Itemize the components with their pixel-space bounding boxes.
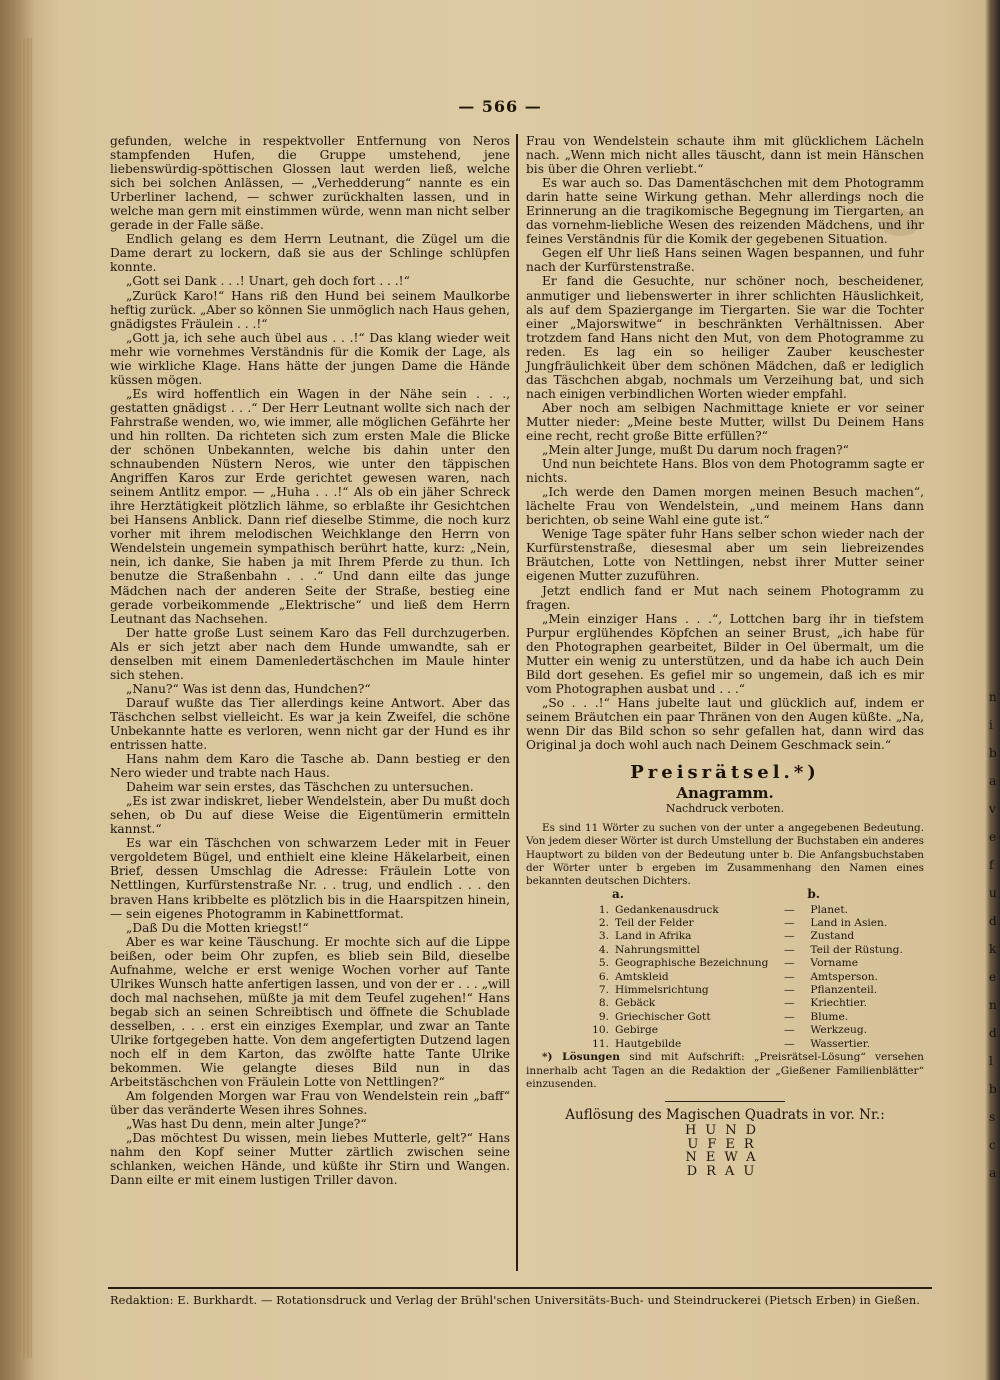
solutions-note: [526, 1051, 924, 1091]
anagram-cell-a: Gebäck: [615, 997, 656, 1010]
paragraph: „Nanu?“ Was ist denn das, Hundchen?“: [126, 681, 371, 696]
anagram-cell-a: Himmelsrichtung: [615, 984, 709, 997]
anagram-row: [588, 1011, 906, 1024]
paragraph: „Ich werde den Damen morgen meinen Besuch machen“, lächelte Frau von Wendelstein, „und meinem Hans dann berichten, ob seine Wahl eine gute ist.“: [526, 485, 924, 528]
facing-page-letter: b: [989, 746, 997, 760]
anagram-dash: —: [784, 957, 795, 970]
facing-page-letter: b: [989, 1082, 997, 1096]
column-head-a: a.: [612, 887, 624, 902]
magic-square-row: DRAU: [686, 1163, 764, 1179]
paragraph: Es war auch so. Das Damentäschchen mit dem Photogramm darin hatte seine Wirkung gethan. Mehr allerdings noch die Erinnerung an die tragikomische Begegnung im Tiergarten, an das vornehm-liebliche Wesen des reizenden Mädchens, und ihr feines Verständnis für die Komik der gegebenen Situation.: [526, 176, 924, 247]
anagram-cell-b: Teil der Rüstung.: [810, 943, 903, 956]
page-edge-shadow: [20, 38, 32, 1358]
anagram-cell-a: Land in Afrika: [615, 930, 692, 943]
anagram-cell-n: 11.: [592, 1037, 609, 1050]
magic-square-row: UFER: [687, 1136, 763, 1152]
paragraph: Der hatte große Lust seinem Karo das Fell durchzugerben. Als er sich jetzt aber nach dem Hunde umwandte, sah er denselben mit einem Damenledertäschchen im Maule hinter sich stehen.: [110, 625, 510, 682]
paragraph: Frau von Wendelstein schaute ihm mit glücklichem Lächeln nach. „Wenn mich nicht alles täuscht, dann ist mein Hänschen bis über die Ohren verliebt.“: [526, 134, 924, 177]
anagram-row: [588, 984, 906, 997]
puzzle-instructions: Es sind 11 Wörter zu suchen von der unter a angegebenen Bedeutung. Von jedem dieser Wörter ist durch Umstellung der Buchstaben ein anderes Hauptwort zu bilden von der Bedeutung unter b. Die Anfangsbuchstaben der Wörter unter b ergeben im Zusammenhang den Namen eines bekannten deutschen Dichters.: [526, 822, 924, 888]
paragraph: Darauf wußte das Tier allerdings keine Antwort. Aber das Täschchen selbst vielleicht. Es war ja kein Zweifel, die schöne Unbekannte hatte es verloren, wenn nicht gar der Hund es ihr entrissen hatte.: [110, 695, 510, 753]
paragraph: „Was hast Du denn, mein alter Junge?“: [126, 1117, 367, 1132]
anagram-cell-b: Land in Asien.: [810, 917, 888, 930]
paragraph: „Das möchtest Du wissen, mein liebes Mutterle, gelt?“ Hans nahm den Kopf seiner Mutter zärtlich zwischen seine schlanken, weichen Hände, und küßte ihr Stirn und Wangen. Dann eilte er mit einem lustigen Triller davon.: [110, 1131, 510, 1188]
paragraph: Wenige Tage später fuhr Hans selber schon wieder nach der Kurfürstenstraße, diesesmal aber um sein liebreizendes Bräutchen, Lotte von Nettlingen, nebst ihrer Mutter seiner eigenen Mutter zuzuführen.: [526, 527, 924, 584]
anagram-cell-b: Blume.: [810, 1010, 849, 1023]
anagram-cell-n: 10.: [592, 1024, 609, 1037]
column-divider: [516, 134, 518, 1271]
paragraph: „Es ist zwar indiskret, lieber Wendelstein, aber Du mußt doch sehen, ob Du auf diese Weise die Eigentümerin ermitteln kannst.“: [110, 794, 510, 837]
anagram-cell-b: Zustand: [810, 930, 855, 943]
anagram-cell-a: Gebirge: [615, 1024, 659, 1037]
anagram-cell-n: 8.: [598, 997, 609, 1010]
anagram-row: [588, 957, 906, 970]
puzzle-section: [526, 762, 924, 1179]
anagram-cell-a: Gedankenausdruck: [615, 903, 719, 916]
right-column-text: [526, 134, 924, 752]
puzzle-title: Preisrätsel.*): [630, 762, 820, 784]
anagram-table: [588, 888, 906, 1051]
anagram-cell-a: Nahrungsmittel: [615, 943, 700, 956]
anagram-cell-n: 7.: [598, 984, 609, 997]
imprint-footer: Redaktion: E. Burkhardt. — Rotationsdruck und Verlag der Brühl'schen Universitäts-Buch- und Steindruckerei (Pietsch Erben) in Gießen.: [110, 1293, 921, 1307]
magic-square-row: NEWA: [685, 1150, 765, 1166]
paragraph: „Gott sei Dank . . .! Unart, geh doch fort . . .!“: [126, 274, 410, 289]
anagram-row: [588, 944, 906, 957]
magic-square-row: HUND: [684, 1123, 766, 1139]
anagram-dash: —: [784, 1037, 795, 1050]
anagram-dash: —: [784, 903, 795, 916]
paragraph: Jetzt endlich fand er Mut nach seinem Photogramm zu fragen.: [526, 583, 924, 612]
magic-square: [526, 1124, 924, 1178]
anagram-cell-b: Werkzeug.: [810, 1024, 868, 1037]
anagram-cell-b: Wassertier.: [810, 1037, 871, 1050]
anagram-dash: —: [784, 943, 795, 956]
paragraph: „So . . .!“ Hans jubelte laut und glücklich auf, indem er seinem Bräutchen ein paar Thränen von den Augen küßte. „Na, wenn Dir das Bild schon so sehr gefallen hat, dann wird das Original ja doch wohl auch nach Deinem Geschmack sein.“: [526, 695, 924, 753]
anagram-dash: —: [784, 930, 795, 943]
paragraph: Gegen elf Uhr ließ Hans seinen Wagen bespannen, und fuhr nach der Kurfürstenstraße.: [526, 246, 924, 275]
anagram-dash: —: [784, 970, 795, 983]
magic-square-title: Auflösung des Magischen Quadrats in vor. Nr.:: [565, 1107, 885, 1124]
paragraph: „Gott ja, ich sehe auch übel aus . . .!“ Das klang wieder weit mehr wie vornehmes Verständnis für die Komik der Lage, als wie wirkliche Klage. Hans hätte der jungen Dame die Hände küssen mögen.: [110, 330, 510, 387]
right-column: [526, 134, 924, 1178]
facing-page-letter: k: [989, 942, 997, 956]
anagram-cell-a: Griechischer Gott: [615, 1010, 711, 1023]
anagram-cell-n: 3.: [598, 930, 609, 943]
facing-page-letter: d: [989, 914, 997, 928]
paragraph: gefunden, welche in respektvoller Entfernung von Neros stampfenden Hufen, die Gruppe umstehend, jene liebenswürdig-spöttischen Glossen laut werden ließ, welche sich bei solchen Anlässen, — „Verhedderung“ nannte es ein Urberliner lachend, — schwer zurückhalten lassen, und in welche man gern mit einstimmen würde, wenn man nicht selber gerade in der Falle säße.: [110, 134, 510, 233]
section-rule: [665, 1101, 785, 1102]
anagram-cell-n: 4.: [598, 943, 609, 956]
solutions-text: sind mit Aufschrift: „Preisrätsel-Lösung“ versehen innerhalb acht Tagen an die Redaktion der „Gießener Familienblätter“ einzusenden.: [526, 1051, 924, 1090]
paragraph: Es war ein Täschchen von schwarzem Leder mit in Feuer vergoldetem Bügel, und enthielt eine kleine Häkelarbeit, einen Brief, dessen Umschlag die Adresse: Fräulein Lotte von Nettlingen, Kurfürstenstraße Nr. . . trug, und endlich . . . den braven Hans kribbelte es plötzlich bis in die Haarspitzen hinein, — sein eigenes Photogramm in Kabinettformat.: [110, 836, 510, 921]
footer-rule: [108, 1287, 932, 1289]
anagram-cell-n: 2.: [598, 917, 609, 930]
anagram-row: [588, 1024, 906, 1037]
paragraph: „Es wird hoffentlich ein Wagen in der Nähe sein . . ., gestatten gnädigst . . .“ Der Herr Leutnant wollte sich nach der Fahrstraße wenden, wo, wie immer, alle möglichen Gefährte her und hin rollten. Da richteten sich zum ersten Male die Blicke der schönen Unbekannten, welche bis dahin unter den schnaubenden Nüstern Neros, wie unter den täppischen Angriffen Karos zur Erde gerichtet gewesen waren, nach seinem Antlitz empor. — „Huha . . .!“ Als ob ein jäher Schreck ihre Herztätigkeit plötzlich lähme, so erblaßte ihr Gesichtchen bei Hansens Anblick. Dann rief dieselbe Stimme, die noch kurz vorher mit ihrem melodischen Weichklange den Herrn von Wendelstein ungemein sympathisch berührt hatte, kurz: „Nein, nein, ich danke, Sie haben ja mit Ihrem Pferde zu thun. Ich benutze die Straßenbahn . . .“ Und dann eilte das junge Mädchen nach der anderen Seite der Straße, bestieg eine gerade vorbeikommende „Elektrische“ und ließ dem Herrn Leutnant das Nachsehen.: [110, 386, 510, 626]
puzzle-subtitle: Anagramm.: [676, 784, 774, 803]
facing-page-letter: a: [989, 774, 997, 788]
anagram-cell-b: Vorname: [810, 957, 858, 970]
anagram-cell-n: 5.: [598, 957, 609, 970]
anagram-dash: —: [784, 997, 795, 1010]
facing-page-letter: e: [989, 970, 997, 984]
paragraph: „Mein alter Junge, mußt Du darum noch fragen?“: [542, 443, 849, 458]
anagram-row: [588, 971, 906, 984]
solutions-label: *) Lösungen: [542, 1051, 620, 1064]
anagram-dash: —: [784, 917, 795, 930]
anagram-cell-b: Amtsperson.: [810, 970, 878, 983]
reprint-note: Nachdruck verboten.: [665, 802, 785, 816]
anagram-cell-a: Teil der Felder: [615, 917, 694, 930]
anagram-cell-a: Hautgebilde: [615, 1037, 682, 1050]
anagram-cell-a: Amtskleid: [615, 970, 669, 983]
anagram-dash: —: [784, 1010, 795, 1023]
paragraph: Und nun beichtete Hans. Blos von dem Photogramm sagte er nichts.: [526, 457, 924, 486]
anagram-cell-b: Planet.: [810, 903, 848, 916]
facing-page-letter: l: [989, 1054, 993, 1068]
facing-page-letter: e: [989, 830, 997, 844]
paragraph: „Daß Du die Motten kriegst!“: [126, 920, 309, 935]
facing-page-letter: s: [989, 1110, 996, 1124]
facing-page-letter: i: [989, 718, 993, 732]
anagram-cell-a: Geographische Bezeichnung: [615, 957, 769, 970]
paragraph: Aber noch am selbigen Nachmittage kniete er vor seiner Mutter nieder: „Meine beste Mutter, willst Du Deinem Hans eine recht, recht große Bitte erfüllen?“: [526, 400, 924, 443]
anagram-row: [588, 997, 906, 1010]
anagram-dash: —: [784, 1024, 795, 1037]
facing-page-letter: a: [989, 1166, 997, 1180]
anagram-row: [588, 904, 906, 917]
facing-page-letter: v: [989, 802, 996, 816]
anagram-row: [588, 917, 906, 930]
paragraph: Daheim war sein erstes, das Täschchen zu untersuchen.: [126, 780, 474, 795]
facing-page-letter: u: [989, 886, 997, 900]
paragraph: Hans nahm dem Karo die Tasche ab. Dann bestieg er den Nero wieder und trabte nach Haus.: [110, 752, 510, 781]
anagram-cell-n: 9.: [598, 1010, 609, 1023]
paragraph: Er fand die Gesuchte, nur schöner noch, bescheidener, anmutiger und liebenswerter in ihrer schlichten Häuslichkeit, als auf dem Spaziergange im Tiergarten. Sie war die Tochter einer „Majorswitwe“ in beschränkten Verhältnissen. Aber trotzdem fand Hans nicht den Mut, von dem Photogramme zu reden. Es lag ein so heiliger Zauber keuschester Jungfräulichkeit über dem schönen Mädchen, daß er lediglich das Täschchen abgab, nochmals um Verzeihung bat, und sich nach einigen verbindlichen Worten wieder empfahl.: [526, 274, 924, 401]
facing-page-letter: f: [989, 858, 994, 872]
paragraph: „Zurück Karo!“ Hans riß den Hund bei seinem Maulkorbe heftig zurück. „Aber so können Sie unmöglich nach Haus gehen, gnädigstes Fräulein . . .!“: [110, 288, 511, 331]
facing-page-letter: n: [989, 998, 997, 1012]
anagram-cell-b: Pflanzenteil.: [810, 984, 878, 997]
anagram-row: [588, 1038, 906, 1051]
facing-page-letter: n: [989, 690, 997, 704]
paragraph: Am folgenden Morgen war Frau von Wendelstein rein „baff“ über das veränderte Wesen ihres Sohnes.: [110, 1089, 510, 1118]
column-head-b: b.: [807, 887, 820, 902]
left-column: [110, 134, 510, 1188]
facing-page-letter: c: [989, 1138, 996, 1152]
page-number: — 566 —: [458, 97, 542, 116]
facing-page-fragments: [989, 690, 1000, 1194]
anagram-dash: —: [784, 984, 795, 997]
facing-page-letter: d: [989, 1026, 997, 1040]
paragraph: Endlich gelang es dem Herrn Leutnant, die Zügel um die Dame derart zu lockern, daß sie aus der Schlinge schlüpfen konnte.: [110, 232, 510, 275]
anagram-cell-b: Kriechtier.: [810, 997, 867, 1010]
anagram-cell-n: 1.: [598, 903, 609, 916]
paragraph: Aber es war keine Täuschung. Er mochte sich auf die Lippe beißen, oder beim Ohr zupfen, es blieb sein Bild, dieselbe Aufnahme, welche er erst wenige Wochen vorher auf Tante Ulrikes Wunsch hatte anfertigen lassen, und von der er . . . „will doch mal nachsehen, müßte ja mit dem Teufel zugehen!“ Hans begab sich an seinen Schreibtisch und öffnete die Schublade desselben, . . . erst ein einziges Exemplar, und zwar an Tante Ulrike fortgegeben hatte. Von dem angefertigten Dutzend lagen noch elf in dem Karton, das zwölfte hatte Tante Ulrike bekommen. Wie gelangte dieses Bild nun in das Arbeitstäschchen von Fräulein Lotte von Nettlingen?“: [110, 934, 510, 1090]
anagram-cell-n: 6.: [598, 970, 609, 983]
anagram-row: [588, 930, 906, 943]
paragraph: „Mein einziger Hans . . .“, Lottchen barg ihr in tiefstem Purpur erglühendes Köpfchen an seiner Brust, „ich habe für den Photographen gearbeitet, Bilder in Oel übermalt, um die Mutter ein wenig zu unterstützen, und da habe ich auch Dein Bild dort gesehen. Es gefiel mir so ungemein, daß ich es mir vom Photographen ausbat und . . .“: [526, 611, 924, 696]
